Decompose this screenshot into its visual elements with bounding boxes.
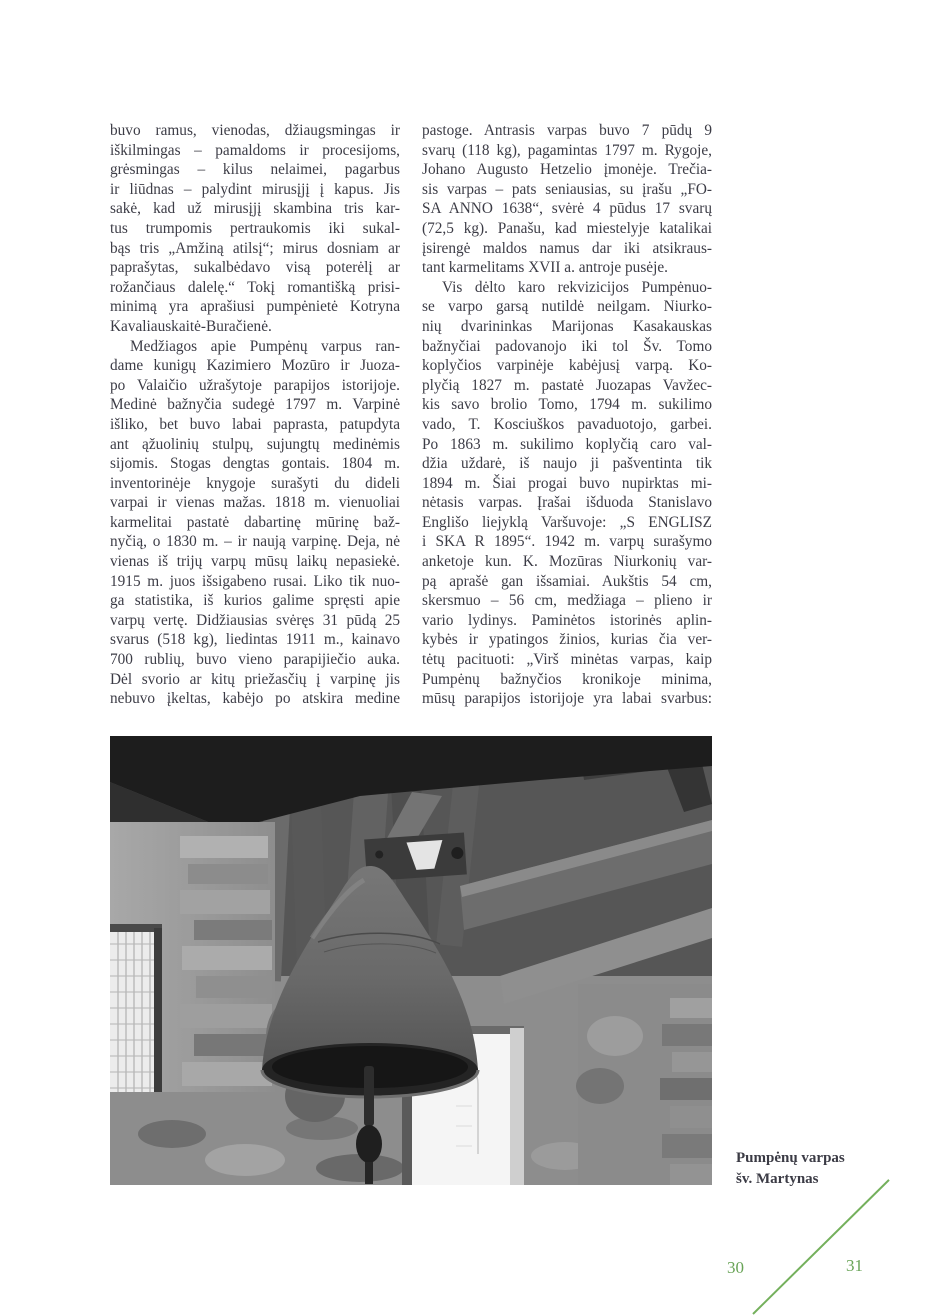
text-line: inventorinėje knygoje surašyti du dideli xyxy=(110,474,400,492)
text-line: karmelitai pastatė dabartinę mūrinę baž- xyxy=(110,513,400,531)
figure-caption-line1: Pumpėnų varpas xyxy=(736,1150,845,1166)
text-line: pastoge. Antrasis varpas buvo 7 pūdų 9 xyxy=(422,122,712,139)
text-line: po Valaičio užrašytoje parapijos istorijoje. xyxy=(110,376,400,394)
text-line: tus trumpomis pertraukomis iki sukal- xyxy=(110,219,400,237)
text-line: nyčią, o 1830 m. – ir naują varpinę. Deja, nė xyxy=(110,533,400,551)
text-line: išliko, bet buvo labai paprasta, patupdyta xyxy=(110,415,400,433)
column-left xyxy=(110,121,400,709)
text-line: ir liūdnas – palydint mirusįjį į kapus. Jis xyxy=(110,180,400,198)
belfry-bell-photo xyxy=(110,736,712,1185)
text-line: nebuvo įkeltas, kabėjo po atskira medine xyxy=(110,690,400,708)
text-line: koplyčios varpinėje kabėjusį varpą. Ko- xyxy=(422,357,712,375)
text-line: dame kunigų Kazimiero Mozūro ir Juoza- xyxy=(110,357,400,375)
text-line: se varpo garsą nutildė neilgam. Niurko- xyxy=(422,298,712,316)
text-line: Po 1863 m. sukilimo koplyčią caro val- xyxy=(422,435,712,453)
text-line: skersmuo – 56 cm, medžiaga – plieno ir xyxy=(422,592,712,610)
text-line: mūsų parapijos istorijoje yra labai svarbus: xyxy=(422,690,712,708)
text-line: ga statistika, iš kurios galime spręsti apie xyxy=(110,592,400,610)
text-line: buvo ramus, vienodas, džiaugsmingas ir xyxy=(110,122,400,139)
page-divider-line xyxy=(752,1179,889,1315)
text-line: Dėl svorio ar kitų priežasčių į varpinę jis xyxy=(110,670,400,688)
text-line: ant ąžuolinių stulpų, sujungtų medinėmis xyxy=(110,435,400,453)
text-line: svarus (518 kg), liedintas 1911 m., kainavo xyxy=(110,631,400,649)
text-line: iškilmingas – pamaldoms ir procesijoms, xyxy=(110,141,400,159)
text-line: nių dvarininkas Marijonas Kasakauskas xyxy=(422,317,712,335)
belfry-photo-illustration xyxy=(110,736,712,1185)
page-number-right: 31 xyxy=(846,1256,863,1275)
text-line: 1915 m. juos išsigabeno rusai. Liko tik nuo- xyxy=(110,572,400,590)
text-line: SA ANNO 1638“, svėrė 4 pūdus 17 svarų xyxy=(422,200,712,218)
figure-caption-line2: šv. Martynas xyxy=(736,1171,819,1187)
text-line: 1894 m. Šiai progai buvo nupirktas mi- xyxy=(422,474,712,492)
page-number-left: 30 xyxy=(727,1258,744,1277)
text-line: nėtasis varpas. Įrašai išduoda Stanislavo xyxy=(422,494,712,512)
text-line: plyčią 1827 m. pastatė Juozapas Vavžec- xyxy=(422,376,712,394)
text-line: džia uždarė, iš naujo ji pašventinta tik xyxy=(422,455,712,473)
text-line: i SKA R 1895“. 1942 m. varpų surašymo xyxy=(422,533,712,551)
text-line: kis savo brolio Tomo, 1794 m. sukilimo xyxy=(422,396,712,414)
text-line: bažnyčiai padovanojo iki tol Šv. Tomo xyxy=(422,337,712,355)
text-line: anketoje kun. K. Mozūras Niurkonių var- xyxy=(422,553,712,571)
figure-caption xyxy=(736,1148,906,1190)
text-line: varpų vertę. Didžiausias svėręs 31 pūdą 25 xyxy=(110,611,400,629)
text-line: paprašytas, sukalbėdavo visą poterėlį ar xyxy=(110,259,400,277)
text-line: grėsmingas – kilus nelaimei, pagarbus xyxy=(110,161,400,179)
text-line: Englišo liejyklą Varšuvoje: „S ENGLISZ xyxy=(422,513,712,531)
text-line: vado, T. Kosciuškos pavaduotojo, garbei. xyxy=(422,415,712,433)
text-line: Vis dėlto karo rekvizicijos Pumpėnuo- xyxy=(442,278,712,296)
text-line: pą aprašė gan išsamiai. Aukštis 54 cm, xyxy=(422,572,712,590)
text-line: Medinė bažnyčia sudegė 1797 m. Varpinė xyxy=(110,396,400,414)
text-line: vario lydinys. Paminėtos istorinės aplin- xyxy=(422,611,712,629)
text-line: Kavaliauskaitė-Buračienė. xyxy=(110,317,272,335)
column-right xyxy=(422,121,712,709)
article-body xyxy=(110,121,712,709)
text-line: 700 rublių, buvo vieno parapijiečio auka. xyxy=(110,651,400,669)
text-line: kybės ir ypatingos žinios, kurias čia ver- xyxy=(422,631,712,649)
text-line: svarų (118 kg), pagamintas 1797 m. Rygoje, xyxy=(422,141,712,159)
text-line: varpai ir vienas mažas. 1818 m. vienuoliai xyxy=(110,494,400,512)
text-line: rožančiaus dalelę.“ Tokį romantišką prisi- xyxy=(110,278,400,296)
text-line: įsirengė maldos namus dar iki atsikraus- xyxy=(422,239,712,257)
text-line: bąs tris „Amžiną atilsį“; mirus dosniam ar xyxy=(110,239,400,257)
text-line: tėtų pacituoti: „Virš minėtas varpas, kaip xyxy=(422,651,712,669)
text-line: (72,5 kg). Panašu, kad miestelyje katalikai xyxy=(422,219,712,237)
text-line: Medžiagos apie Pumpėnų varpus ran- xyxy=(130,337,400,355)
text-line: minimą yra aprašiusi pumpėnietė Kotryna xyxy=(110,298,400,316)
text-line: sijomis. Stogas dengtas gontais. 1804 m. xyxy=(110,455,400,473)
text-line: vienas iš trijų varpų mūsų laikų nepasiekė. xyxy=(110,553,400,571)
text-line: tant karmelitams XVII a. antroje pusėje. xyxy=(422,259,668,277)
text-line: Pumpėnų bažnyčios kronikoje minima, xyxy=(422,670,712,688)
text-line: sis varpas – pats seniausias, su įrašu „FO- xyxy=(422,180,712,198)
text-line: Johano Augusto Hetzelio įmonėje. Trečia- xyxy=(422,161,712,179)
text-line: sakė, kad už mirusįjį skambina tris kar- xyxy=(110,200,400,218)
